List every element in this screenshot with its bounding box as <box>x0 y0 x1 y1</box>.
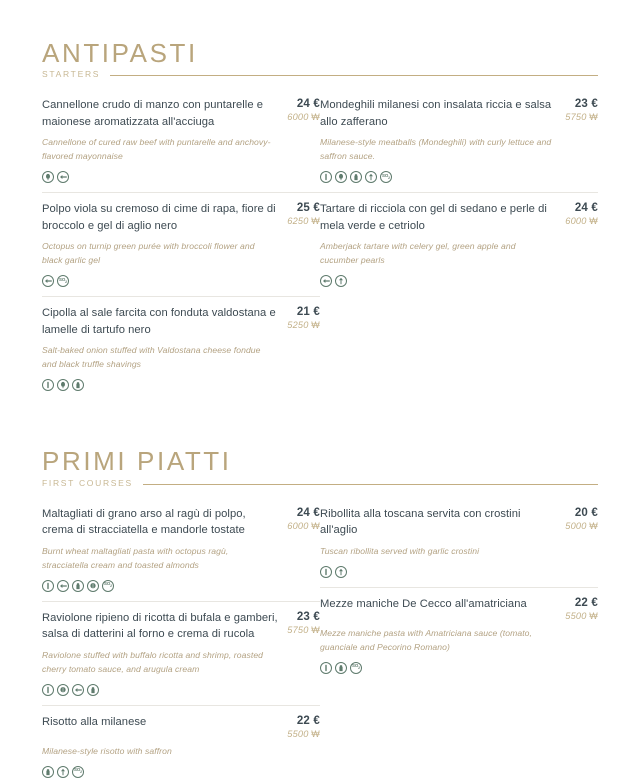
menu-column-right <box>320 504 598 781</box>
egg-icon[interactable] <box>335 275 347 287</box>
milk-icon[interactable] <box>72 580 84 592</box>
won-currency-icon: ₩ <box>311 320 320 331</box>
menu-item-heading <box>42 305 320 338</box>
menu-item-price-alt <box>287 216 320 226</box>
milk-icon[interactable] <box>87 684 99 696</box>
menu-item-name: Mondeghili milanesi con insalata riccia e salsa allo zafferano <box>320 99 552 128</box>
won-currency-icon: ₩ <box>589 520 598 531</box>
sulphites-icon[interactable]: $SO_2$ <box>380 171 392 183</box>
menu-column-left <box>42 504 320 781</box>
menu-item[interactable] <box>320 95 598 192</box>
menu-item[interactable] <box>320 504 598 587</box>
gluten-icon[interactable] <box>42 580 54 592</box>
egg-icon[interactable] <box>57 766 69 778</box>
allergen-list <box>42 684 320 696</box>
menu-item-prices <box>287 610 320 635</box>
won-currency-icon: ₩ <box>311 624 320 635</box>
section-divider <box>110 75 598 76</box>
section-subtitle-row <box>42 69 598 79</box>
menu-item-heading <box>320 97 598 130</box>
menu-item-price-alt-value: 6000 <box>287 520 309 531</box>
section-title: PRIMI PIATTI <box>42 446 232 477</box>
menu-item-name: Ribollita alla toscana servita con crostini all'aglio <box>320 507 521 537</box>
menu-item-heading <box>42 714 320 739</box>
allergen-list <box>320 275 598 287</box>
menu-item-price: 22 € <box>574 596 598 609</box>
section-title: ANTIPASTI <box>42 38 198 68</box>
allergen-list <box>320 662 598 674</box>
menu-item-name: Raviolone ripieno di ricotta di bufala e gamberi, salsa di datterini al forno e crema di rucola <box>42 611 278 641</box>
menu-item-price-alt-value: 6000 <box>565 216 587 227</box>
menu-item-heading <box>320 596 598 621</box>
menu-item-description: Milanese-style risotto with saffron <box>42 745 172 756</box>
section-subtitle: STARTERS <box>42 69 101 80</box>
milk-icon[interactable] <box>72 379 84 391</box>
menu-item-price-alt <box>287 521 320 531</box>
shrimp-icon[interactable] <box>57 171 69 183</box>
menu-item-heading <box>42 610 320 643</box>
shrimp-icon[interactable] <box>42 275 54 287</box>
section-subtitle: FIRST COURSES <box>42 477 133 488</box>
section-subtitle-row <box>42 478 598 488</box>
menu-item-description: Amberjack tartare with celery gel, green apple and cucumber pearls <box>320 241 516 266</box>
allergen-list <box>42 580 320 592</box>
gluten-icon[interactable] <box>320 662 332 674</box>
menu-item-price-alt-value: 5000 <box>565 520 587 531</box>
egg-icon[interactable] <box>335 566 347 578</box>
milk-icon[interactable] <box>335 662 347 674</box>
menu-item-price-alt-value: 5750 <box>287 624 309 635</box>
allergen-list <box>42 379 320 391</box>
menu-item-price-alt <box>565 112 598 122</box>
menu-item-price-alt <box>565 521 598 531</box>
menu-section <box>42 0 598 400</box>
menu-columns <box>42 95 598 400</box>
fish-icon[interactable] <box>335 171 347 183</box>
menu-item-name: Tartare di ricciola con gel di sedano e perle di mela verde e cetriolo <box>320 203 547 232</box>
section-header <box>42 40 598 79</box>
menu-item-price-alt-value: 5500 <box>565 610 587 621</box>
menu-item-prices <box>287 201 320 226</box>
menu-item-name: Polpo viola su cremoso di cime di rapa, fiore di broccolo e gel di aglio nero <box>42 203 276 232</box>
gluten-icon[interactable] <box>42 684 54 696</box>
menu-item-price-alt <box>287 320 320 330</box>
won-currency-icon: ₩ <box>589 610 598 621</box>
section-divider <box>143 484 598 485</box>
milk-icon[interactable] <box>350 171 362 183</box>
egg-icon[interactable] <box>365 171 377 183</box>
menu-item-price: 24 € <box>296 506 320 519</box>
menu-item-price-alt <box>287 729 320 739</box>
fish-icon[interactable] <box>42 171 54 183</box>
menu-item-prices <box>565 596 598 621</box>
menu-item-price: 25 € <box>296 202 320 215</box>
fish-icon[interactable] <box>57 379 69 391</box>
menu-item-price: 21 € <box>296 306 320 319</box>
menu-item-prices <box>565 97 598 122</box>
menu-item-description: Cannellone of cured raw beef with puntarelle and anchovy-flavored mayonnaise <box>42 137 271 162</box>
milk-icon[interactable] <box>42 766 54 778</box>
allergen-list <box>42 275 320 287</box>
shrimp-icon[interactable] <box>320 275 332 287</box>
allergen-list <box>320 171 598 183</box>
menu-item-description: Salt-baked onion stuffed with Valdostana cheese fondue and black truffle shavings <box>42 345 261 370</box>
won-currency-icon: ₩ <box>311 728 320 739</box>
gluten-icon[interactable] <box>320 171 332 183</box>
menu-item[interactable] <box>42 504 320 601</box>
menu-item[interactable] <box>42 296 320 400</box>
menu-item[interactable] <box>320 192 598 296</box>
won-currency-icon: ₩ <box>589 112 598 123</box>
menu-item-name: Cannellone crudo di manzo con puntarelle e maionese aromatizzata all'acciuga <box>42 99 264 128</box>
menu-item-name: Maltagliati di grano arso al ragù di polpo, crema di stracciatella e mandorle tostate <box>42 507 246 537</box>
menu-item-description: Octopus on turnip green purée with broccoli flower and black garlic gel <box>42 241 255 266</box>
menu-item-heading <box>42 201 320 234</box>
menu-item-prices <box>287 506 320 531</box>
menu-item-price-alt-value: 5750 <box>565 112 587 123</box>
menu-item-prices <box>565 506 598 531</box>
menu-item-price: 24 € <box>296 98 320 111</box>
menu-item-price-alt <box>565 611 598 621</box>
menu-item-price-alt-value: 5250 <box>287 320 309 331</box>
menu-item-price: 22 € <box>296 714 320 727</box>
menu-item-price-alt-value: 5500 <box>287 728 309 739</box>
menu-item[interactable] <box>42 192 320 296</box>
menu-item-name: Risotto alla milanese <box>42 715 147 728</box>
menu-sections <box>42 0 598 781</box>
menu-item-price: 20 € <box>574 506 598 519</box>
shrimp-icon[interactable] <box>57 580 69 592</box>
menu-item-price-alt-value: 6000 <box>287 112 309 123</box>
allergen-list <box>42 766 320 778</box>
sulphites-icon[interactable]: $SO_2$ <box>350 662 362 674</box>
shrimp-icon[interactable] <box>72 684 84 696</box>
won-currency-icon: ₩ <box>589 216 598 227</box>
won-currency-icon: ₩ <box>311 520 320 531</box>
menu-item-price: 24 € <box>574 202 598 215</box>
gluten-icon[interactable] <box>42 379 54 391</box>
menu-item-description: Burnt wheat maltagliati pasta with octopus ragù, stracciatella cream and toasted almonds <box>42 545 229 570</box>
menu-item-prices <box>287 305 320 330</box>
menu-item-prices <box>565 201 598 226</box>
menu-item-prices <box>287 97 320 122</box>
sulphites-icon[interactable]: $SO_2$ <box>57 275 69 287</box>
allergen-list <box>320 566 598 578</box>
sulphites-icon[interactable]: $SO_2$ <box>102 580 114 592</box>
menu-item-heading <box>42 97 320 130</box>
menu-item[interactable] <box>42 601 320 705</box>
menu-section <box>42 400 598 781</box>
won-currency-icon: ₩ <box>311 216 320 227</box>
menu-item-price-alt <box>287 625 320 635</box>
menu-item-description: Raviolone stuffed with buffalo ricotta and shrimp, roasted cherry tomato sauce, and arugula cream <box>42 649 264 674</box>
menu-column-right <box>320 95 598 400</box>
menu-item-heading <box>320 506 598 539</box>
menu-item-heading <box>42 506 320 539</box>
menu-item-description: Milanese-style meatballs (Mondeghili) with curly lettuce and saffron sauce. <box>320 137 552 162</box>
sulphites-icon[interactable]: $SO_2$ <box>72 766 84 778</box>
menu-item[interactable] <box>42 95 320 192</box>
menu-item-name: Mezze maniche De Cecco all'amatriciana <box>320 597 527 610</box>
menu-item-name: Cipolla al sale farcita con fonduta valdostana e lamelle di tartufo nero <box>42 307 276 336</box>
nuts-icon[interactable] <box>57 684 69 696</box>
menu-item-price: 23 € <box>296 610 320 623</box>
menu-item-description: Mezze maniche pasta with Amatriciana sauce (tomato, guanciale and Pecorino Romano) <box>320 627 533 652</box>
menu-item[interactable] <box>42 705 320 781</box>
menu-item-description: Tuscan ribollita served with garlic crostini <box>320 545 480 556</box>
allergen-list <box>42 171 320 183</box>
menu-columns <box>42 504 598 781</box>
menu-item-price: 23 € <box>574 98 598 111</box>
menu-column-left <box>42 95 320 400</box>
menu-item-price-alt <box>565 216 598 226</box>
gluten-icon[interactable] <box>320 566 332 578</box>
nuts-icon[interactable] <box>87 580 99 592</box>
menu-item-price-alt-value: 6250 <box>287 216 309 227</box>
menu-item[interactable] <box>320 587 598 683</box>
menu-item-price-alt <box>287 112 320 122</box>
menu-item-prices <box>287 714 320 739</box>
won-currency-icon: ₩ <box>311 112 320 123</box>
section-header <box>42 448 598 487</box>
menu-item-heading <box>320 201 598 234</box>
